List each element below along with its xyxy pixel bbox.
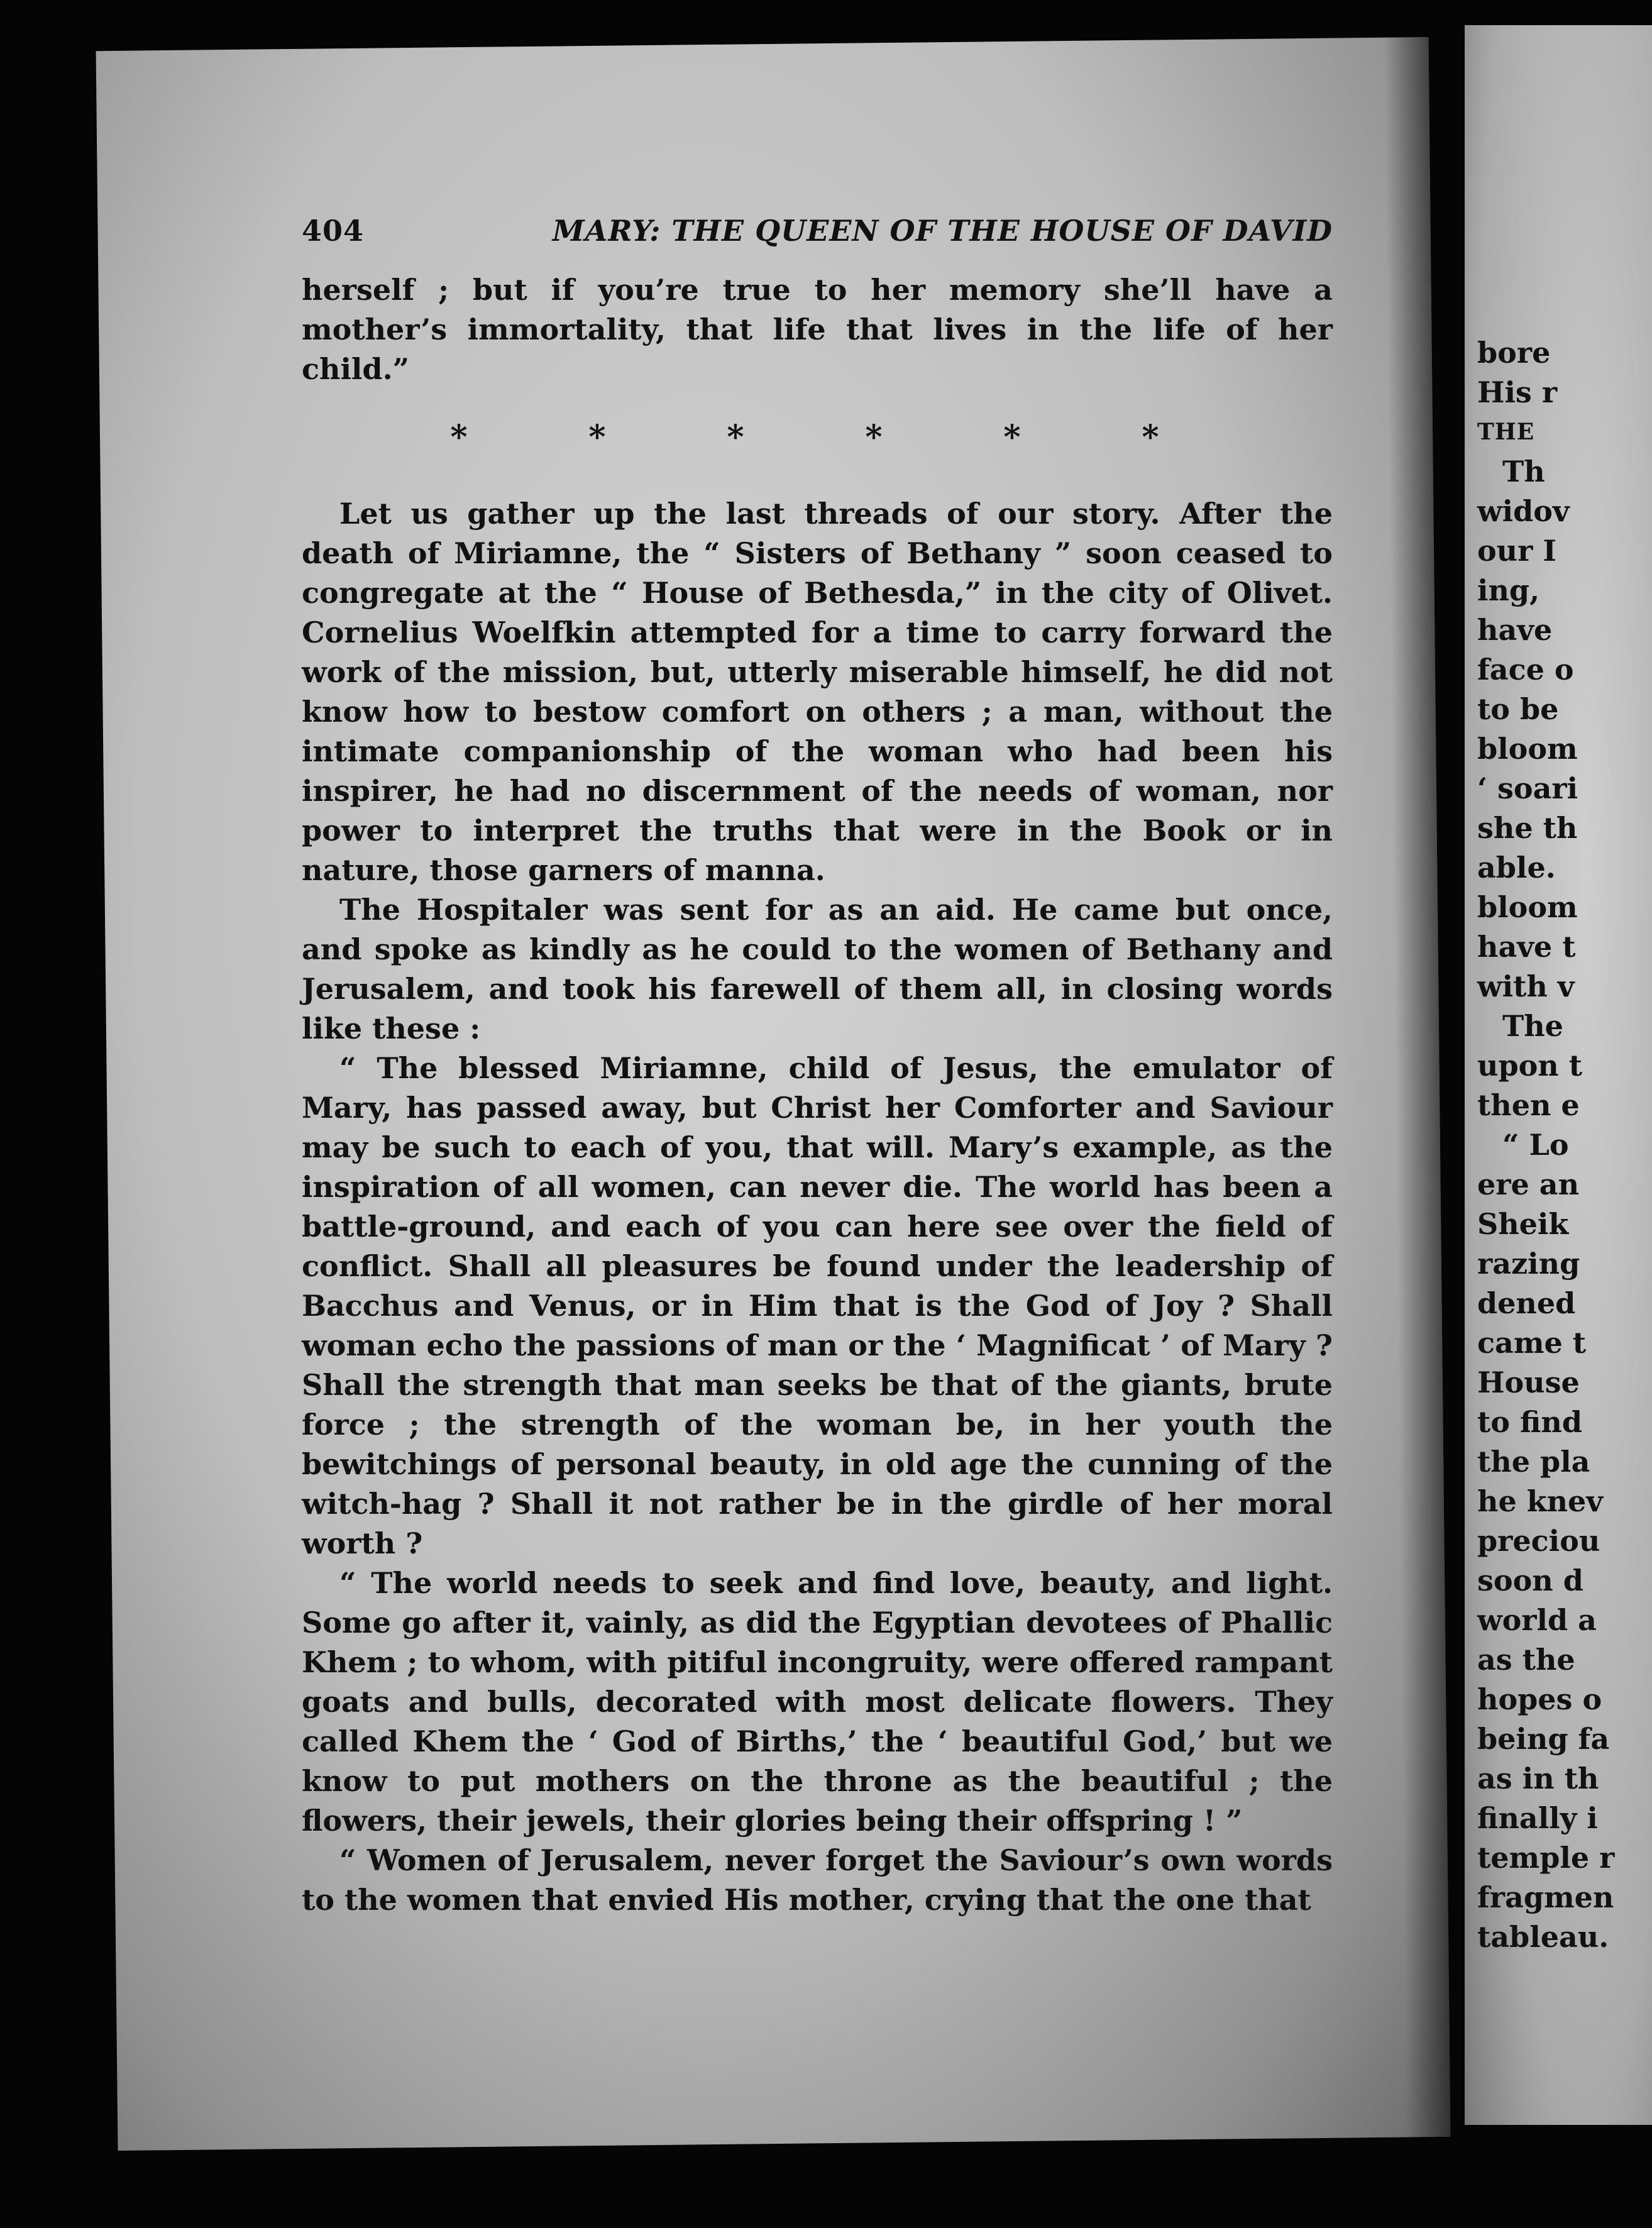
right-line: as in th [1477,1762,1599,1795]
right-line: hopes o [1477,1682,1602,1716]
right-line: the pla [1477,1445,1590,1479]
right-line: “ Lo [1502,1128,1569,1162]
right-line: ere an [1477,1167,1580,1201]
right-line: Th [1502,455,1545,488]
right-line: Sheik [1477,1207,1569,1241]
right-line: widov [1477,494,1570,528]
right-line: he knev [1477,1484,1604,1518]
opening-paragraph: herself ; but if you’re true to her memory she’ll have a mother’s immortality, that life that lives in the life of her child.” [302,273,1333,386]
right-line: face o [1477,653,1574,687]
section-break [390,418,1220,456]
right-line: bloom [1477,890,1578,924]
right-line: world a [1477,1603,1597,1637]
right-line: our I [1477,534,1556,568]
right-line: able. [1477,851,1556,885]
right-line: came t [1477,1326,1587,1360]
right-line: soon d [1477,1563,1583,1597]
paragraph-women-of-jerusalem: “ Women of Jerusalem, never forget the Saviour’s own words to the women that envied His mother, crying that the one that [302,1843,1333,1917]
running-head-title: MARY: THE QUEEN OF THE HOUSE OF DAVID [552,214,1333,248]
right-line: fragmen [1477,1880,1614,1914]
right-line: with v [1477,969,1575,1003]
right-line: to be [1477,692,1559,726]
right-page-text [1477,333,1652,1957]
gutter-shadow [1384,37,1450,2137]
right-line: upon t [1477,1049,1582,1083]
paragraph-hospitaler: The Hospitaler was sent for as an aid. He came but once, and spoke as kindly as he could to the women of Bethany and Jerusalem, and took his farewell of them all, in closing words like these : [302,893,1333,1045]
right-line: bore [1477,336,1551,370]
right-line: preciou [1477,1524,1600,1558]
right-line: His r [1477,375,1558,409]
right-line: THE [1477,419,1535,445]
right-line: finally i [1477,1801,1598,1835]
right-line: have [1477,613,1553,647]
section-break-star: * [588,418,606,456]
paragraph-blessed-miriamne: “ The blessed Miriamne, child of Jesus, the emulator of Mary, has passed away, but Christ her Comforter and Saviour may be such to each of you, that will. Mary’s example, as the inspiration of all women, can never die. The world has been a battle-ground, and each of you can here see over the field of conflict. Shall all pleasures be found under the leadership of Bacchus and Venus, or in Him that is the God of Joy ? Shall woman echo the passions of man or the ‘ Magnificat ’ of Mary ? Shall the strength that man seeks be that of the giants, brute force ; the strength of the woman be, in her youth the bewitchings of personal beauty, in old age the cunning of the witch-hag ? Shall it not rather be in the girdle of her moral worth ? [302,1051,1333,1560]
right-line: ing, [1477,573,1540,607]
section-break-star: * [1003,418,1021,456]
right-line: have t [1477,930,1576,964]
right-page-fragment [1465,25,1652,2125]
section-break-star: * [865,418,883,456]
right-line: ‘ soari [1477,771,1578,805]
right-line: The [1502,1009,1563,1043]
right-line: House [1477,1365,1580,1399]
right-line: to find [1477,1405,1582,1439]
right-line: she th [1477,811,1578,845]
right-line: bloom [1477,732,1578,766]
paragraph-last-threads: Let us gather up the last threads of our story. After the death of Miriamne, the “ Sisters of Bethany ” soon ceased to congregate at the “ House of Bethesda,” in the city of Olivet. Cornelius Woelfkin attempted for a time to carry forward the work of the mission, but, utterly miserable himself, he did not know how to bestow comfort on others ; a man, without the intimate companionship of the woman who had been his inspirer, he had no discernment of the needs of woman, nor power to interpret the truths that were in the Book or in nature, those garners of manna. [302,497,1333,887]
running-head [302,214,1333,248]
paragraph-world-needs: “ The world needs to seek and find love, beauty, and light. Some go after it, vainly, as did the Egyptian devotees of Phallic Khem ; to whom, with pitiful incongruity, were offered rampant goats and bulls, decorated with most delicate flowers. They called Khem the ‘ God of Births,’ the ‘ beautiful God,’ but we know to put mothers on the throne as the beautiful ; the flowers, their jewels, their glories being their offspring ! ” [302,1566,1333,1838]
right-line: dened [1477,1286,1576,1320]
section-break-star: * [1142,418,1159,456]
right-line: tableau. [1477,1920,1609,1954]
right-line: razing [1477,1247,1580,1281]
left-page-text [302,214,1333,1920]
right-line: being fa [1477,1722,1610,1756]
right-line: temple r [1477,1841,1615,1875]
right-line: then e [1477,1088,1580,1122]
right-line: as the [1477,1643,1575,1677]
section-break-star: * [450,418,468,456]
section-break-star: * [727,418,744,456]
page-number: 404 [302,214,365,248]
